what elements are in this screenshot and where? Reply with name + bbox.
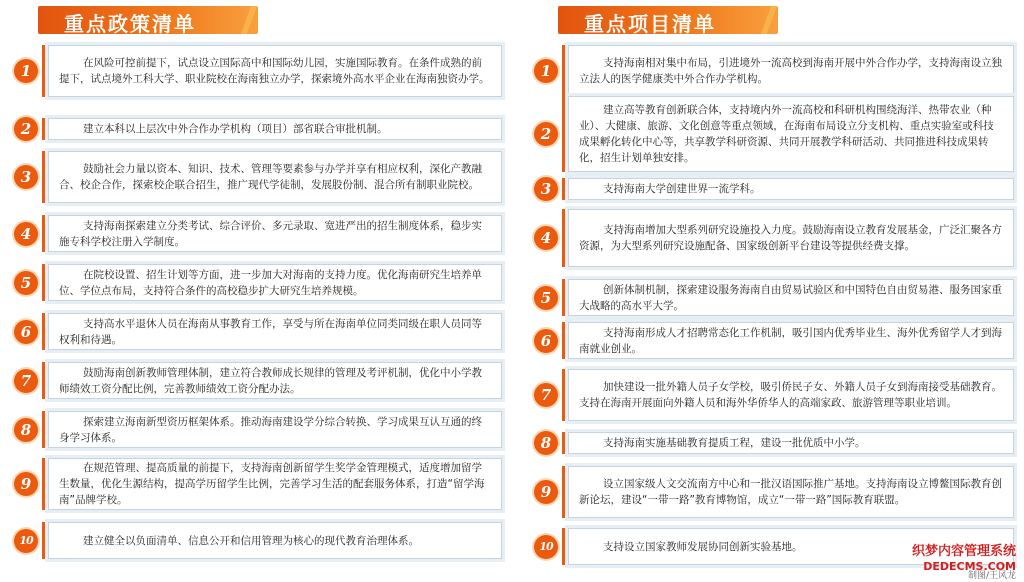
item-text-box — [48, 264, 502, 301]
list-item — [520, 432, 1016, 454]
item-text: 建立健全以负面清单、信息公开和信用管理为核心的现代教育治理体系。 — [83, 534, 419, 547]
item-number-badge: 5 — [534, 286, 558, 310]
list-item — [520, 369, 1016, 421]
item-text-box — [48, 215, 502, 252]
list-item — [0, 362, 504, 399]
list-item — [520, 96, 1016, 172]
item-number-badge: 1 — [534, 59, 558, 83]
item-text-box — [48, 313, 502, 350]
list-item — [0, 45, 504, 97]
item-number-badge: 9 — [534, 480, 558, 504]
item-marker-bar — [562, 432, 566, 454]
item-number-badge: 1 — [14, 59, 38, 83]
list-item — [0, 458, 504, 510]
item-number-badge: 7 — [534, 383, 558, 407]
item-text-box — [568, 279, 1014, 316]
item-text: 在规范管理、提高质量的前提下，支持海南创新留学生奖学金管理模式，适度增加留学生数量，优化生源结构，提高学历留学生比例，完善学习生活的配套服务体系，打造“留学海南”品牌学校。 — [59, 462, 485, 506]
item-text: 支持海南探索建立分类考试、综合评价、多元录取、宽进严出的招生制度体系，稳步实施专科学校注册入学制度。 — [59, 219, 482, 248]
item-marker-bar — [42, 151, 46, 203]
item-text: 支持海南实施基础教育提质工程，建设一批优质中小学。 — [603, 437, 866, 449]
item-text: 支持海南形成人才招聘常态化工作机制，吸引国内优秀毕业生、海外优秀留学人才到海南就业创业。 — [579, 326, 1002, 355]
project-list-title: 重点项目清单 — [584, 12, 716, 36]
item-number-badge: 10 — [14, 529, 38, 553]
item-text: 鼓励海南创新教师管理体制，建立符合教师成长规律的管理及考评机制，优化中小学教师绩效工资分配比例，完善教师绩效工资分配办法。 — [59, 366, 482, 395]
item-text: 设立国家级人文交流南方中心和一批汉语国际推广基地。支持海南设立博鳌国际教育创新论坛，建设“一带一路”教育博物馆，成立“一带一路”国际教育联盟。 — [579, 478, 1002, 506]
item-number-badge: 8 — [534, 431, 558, 455]
item-text-box — [568, 209, 1014, 267]
item-text: 探索建立海南新型资历框架体系。推动海南建设学分综合转换、学习成果互认互通的终身学习体系。 — [59, 415, 482, 444]
item-number-badge: 3 — [14, 165, 38, 189]
item-number-badge: 2 — [534, 122, 558, 146]
project-list-header — [558, 2, 778, 38]
item-text: 鼓励社会力量以资本、知识、技术、管理等要素参与办学并享有相应权利，深化产教融合、校企合作，探索校企联合招生，推广现代学徒制，发展股份制、混合所有制职业院校。 — [59, 163, 482, 191]
item-number-badge: 7 — [14, 369, 38, 393]
list-item — [0, 118, 504, 140]
watermark-title: 织梦内容管理系统 — [911, 544, 1016, 559]
item-text-box — [568, 96, 1014, 172]
item-number-badge: 2 — [14, 117, 38, 141]
item-number-badge: 6 — [14, 320, 38, 344]
item-marker-bar — [562, 45, 566, 97]
item-text-box — [48, 362, 502, 399]
list-item — [0, 151, 504, 203]
item-text-box — [48, 45, 502, 97]
item-text: 在院校设置、招生计划等方面，进一步加大对海南的支持力度。优化海南研究生培养单位、学位点布局，支持符合条件的高校稳步扩大研究生培养规模。 — [59, 268, 482, 297]
item-number-badge: 10 — [534, 535, 558, 559]
item-text-box — [48, 411, 502, 448]
item-marker-bar — [42, 362, 46, 399]
item-text: 支持海南大学创建世界一流学科。 — [603, 183, 761, 195]
item-text-box — [568, 369, 1014, 421]
item-text: 创新体制机制，探索建设服务海南自由贸易试验区和中国特色自由贸易港、服务国家重大战略的高水平大学。 — [579, 283, 1002, 312]
item-text-box — [48, 458, 502, 510]
list-item — [0, 522, 504, 559]
list-item — [520, 45, 1016, 97]
item-marker-bar — [42, 313, 46, 350]
item-number-badge: 6 — [534, 329, 558, 353]
item-text-box — [568, 45, 1014, 97]
item-text-box — [568, 466, 1014, 518]
item-text: 在风险可控前提下，试点设立国际高中和国际幼儿园，实施国际教育。在条件成熟的前提下，试点境外工科大学、职业院校在海南独立办学，探索境外高水平企业在海南独资办学。 — [59, 57, 490, 85]
list-item — [0, 264, 504, 301]
item-marker-bar — [562, 279, 566, 316]
list-item — [520, 178, 1016, 200]
item-marker-bar — [562, 466, 566, 518]
item-marker-bar — [562, 178, 566, 200]
list-item — [0, 313, 504, 350]
item-number-badge: 5 — [14, 271, 38, 295]
list-item — [520, 279, 1016, 316]
item-text: 支持海南相对集中布局，引进境外一流高校到海南开展中外合作办学，支持海南设立独立法人的医学健康类中外合作办学机构。 — [579, 57, 1002, 85]
item-marker-bar — [562, 322, 566, 359]
policy-list-title: 重点政策清单 — [64, 12, 196, 36]
item-number-badge: 8 — [14, 418, 38, 442]
item-text: 加快建设一批外籍人员子女学校，吸引侨民子女、外籍人员子女到海南接受基础教育。支持在海南开展面向外籍人员和海外华侨华人的高端家政、旅游管理等职业培训。 — [579, 381, 1002, 409]
item-text: 支持设立国家教师发展协同创新实验基地。 — [603, 540, 803, 553]
item-text: 支持海南增加大型系列研究设施投入力度。鼓励海南设立教育发展基金，广泛汇聚各方资源，为大型系列研究设施配备、国家级创新平台建设等提供经费支撑。 — [579, 224, 1002, 252]
item-marker-bar — [42, 45, 46, 97]
item-marker-bar — [42, 458, 46, 510]
item-text-box — [568, 432, 1014, 454]
watermark-url: DEDECMS.COM — [923, 560, 1016, 573]
list-item — [0, 215, 504, 252]
item-marker-bar — [562, 528, 566, 565]
credit-text: 制图/王风龙 — [967, 571, 1016, 581]
item-marker-bar — [562, 369, 566, 421]
project-list-panel — [520, 0, 1024, 582]
item-marker-bar — [42, 215, 46, 252]
list-item — [520, 466, 1016, 518]
item-text-box — [48, 522, 502, 559]
list-item — [0, 411, 504, 448]
item-number-badge: 3 — [534, 177, 558, 201]
item-marker-bar — [42, 522, 46, 559]
policy-list-panel — [0, 0, 510, 582]
list-item — [520, 209, 1016, 267]
item-text-box — [568, 322, 1014, 359]
item-marker-bar — [42, 118, 46, 140]
item-marker-bar — [562, 209, 566, 267]
item-number-badge: 4 — [14, 222, 38, 246]
item-text: 建立高等教育创新联合体，支持境内外一流高校和科研机构围绕海洋、热带农业（种业）、大健康、旅游、文化创意等重点领域，在海南布局设立分支机构、重点实验室或科技成果孵化转化中心等，共享教学科研资源、共同开展教学科研活动、共同推进科技成果转化，招生计划单独安排。 — [579, 104, 994, 164]
item-number-badge: 9 — [14, 472, 38, 496]
item-marker-bar — [562, 96, 566, 172]
item-text: 支持高水平退休人员在海南从事教育工作，享受与所在海南单位同类同级在职人员同等权利和待遇。 — [59, 317, 482, 346]
list-item — [520, 322, 1016, 359]
item-text-box — [568, 178, 1014, 200]
policy-list-header — [38, 2, 258, 38]
item-marker-bar — [42, 264, 46, 301]
item-text-box — [48, 118, 502, 140]
item-text: 建立本科以上层次中外合作办学机构（项目）部省联合审批机制。 — [83, 123, 388, 135]
item-number-badge: 4 — [534, 226, 558, 250]
item-marker-bar — [42, 411, 46, 448]
item-text-box — [48, 151, 502, 203]
